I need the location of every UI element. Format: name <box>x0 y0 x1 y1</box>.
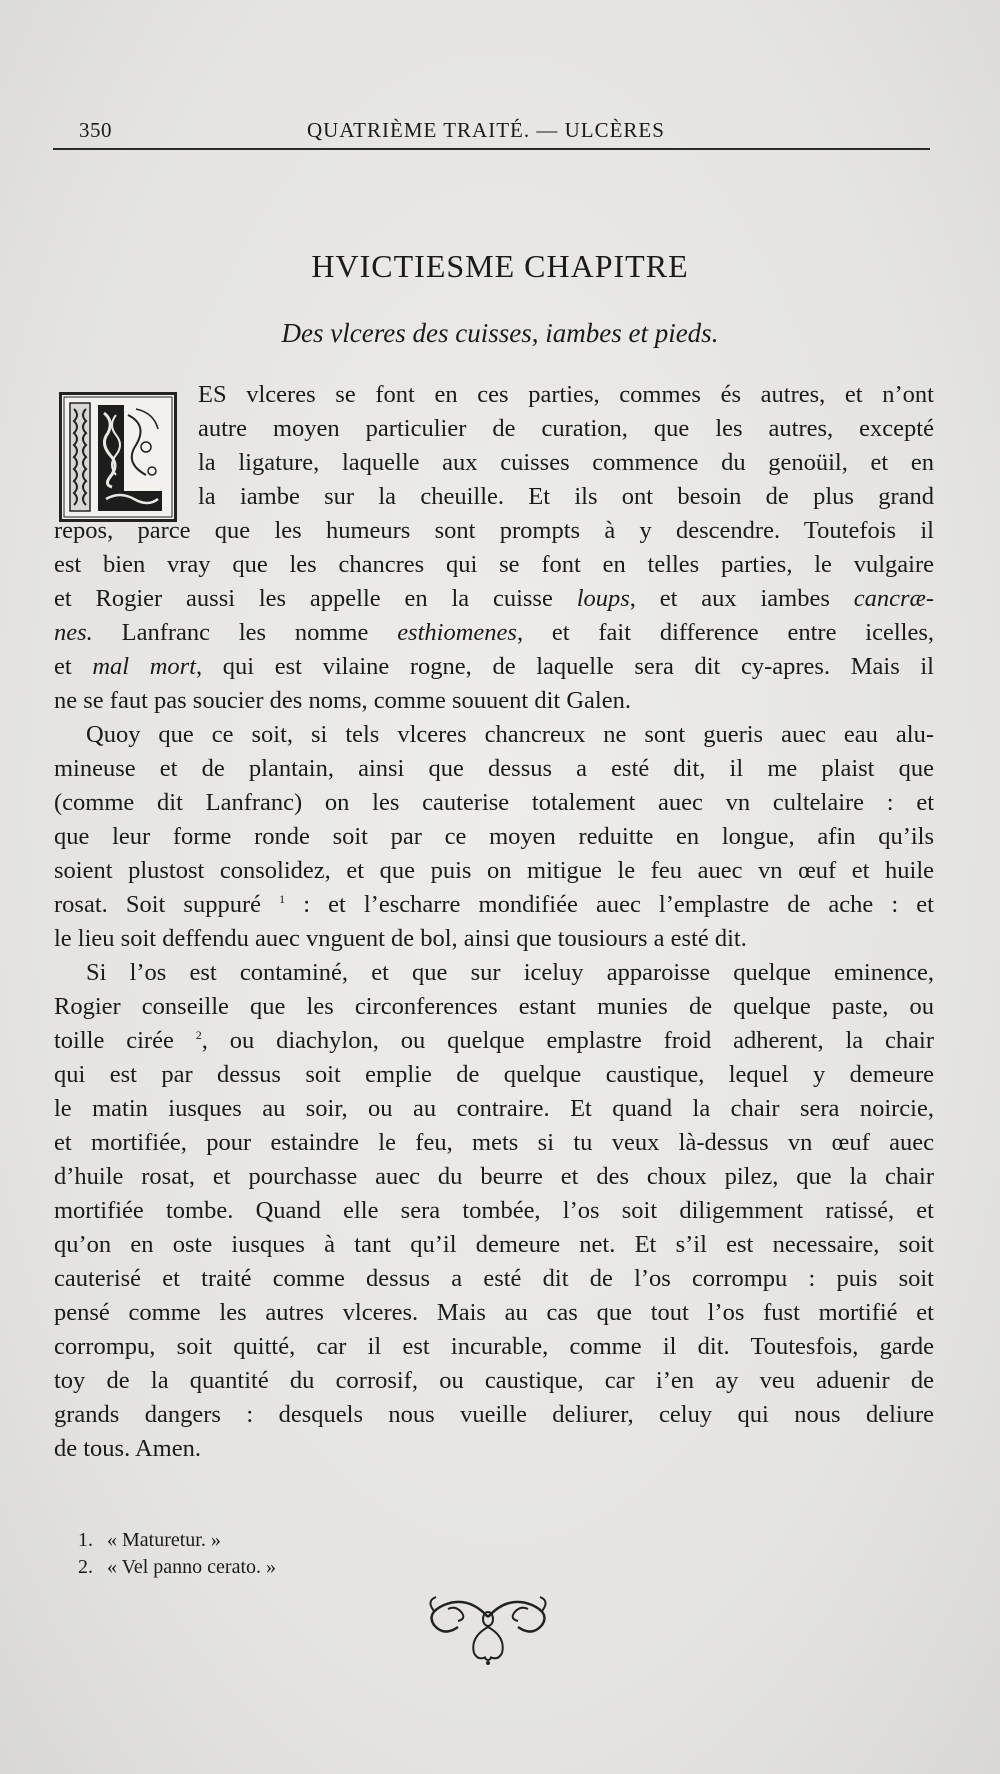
text-line: la ligature, laquelle aux cuisses commence du genoüil, et en <box>198 449 934 476</box>
text-line: de tous. Amen. <box>54 1435 201 1462</box>
text-line: pensé comme les autres vlceres. Mais au cas que tout l’os fust mortifié et <box>54 1299 934 1326</box>
text-line: cauterisé et traité comme dessus a esté dit de l’os corrompu : puis soit <box>54 1265 934 1292</box>
running-title: QUATRIÈME TRAITÉ. — ULCÈRES <box>307 118 665 142</box>
text-line: d’huile rosat, et pourchasse auec du beurre et des choux pilez, que la chair <box>54 1163 934 1190</box>
text-line: qu’on en oste iusques à tant qu’il demeure net. Et s’il est necessaire, soit <box>54 1231 934 1258</box>
chapter-subtitle: Des vlceres des cuisses, iambes et pieds. <box>281 318 719 348</box>
text-line: nes. Lanfranc les nomme esthiomenes, et fait difference entre icelles, <box>54 619 934 646</box>
text-line: et Rogier aussi les appelle en la cuisse loups, et aux iambes cancræ- <box>54 585 934 612</box>
text-line: qui est par dessus soit emplie de quelque caustique, lequel y demeure <box>54 1061 934 1088</box>
text-line: ES vlceres se font en ces parties, commes és autres, et n’ont <box>198 381 934 408</box>
drop-cap-ornament-icon <box>62 395 174 519</box>
footnote-text: « Maturetur. » <box>107 1529 221 1551</box>
footnote <box>78 1554 276 1581</box>
text-line: corrompu, soit quitté, car il est incurable, comme il dit. Toutesfois, garde <box>54 1333 934 1360</box>
text-line: le lieu soit deffendu auec vnguent de bol, ainsi que tousiours a esté dit. <box>54 925 747 952</box>
text-line: Quoy que ce soit, si tels vlceres chancreux ne sont gueris auec eau alu- <box>86 721 934 748</box>
footnote <box>78 1527 276 1554</box>
text-line: soient plustost consolidez, et que puis on mitigue le feu auec vn œuf et huile <box>54 857 934 884</box>
text-line: toy de la quantité du corrosif, ou caustique, car i’en ay veu aduenir de <box>54 1367 934 1394</box>
footnote-number: 1. <box>78 1529 93 1551</box>
text-line: (comme dit Lanfranc) on les cauterise totalement auec vn cultelaire : et <box>54 789 934 816</box>
chapter-title: HVICTIESME CHAPITRE <box>311 248 689 284</box>
fleuron-ornament-icon <box>418 1587 558 1667</box>
text-line: la iambe sur la cheuille. Et ils ont besoin de plus grand <box>198 483 934 510</box>
text-line: mortifiée tombe. Quand elle sera tombée, l’os soit diligemment ratissé, et <box>54 1197 934 1224</box>
text-line: autre moyen particulier de curation, que les autres, excepté <box>198 415 934 442</box>
text-line: ne se faut pas soucier des noms, comme souuent dit Galen. <box>54 687 631 714</box>
ornamental-drop-cap <box>59 392 177 522</box>
text-line: mineuse et de plantain, ainsi que dessus a esté dit, il me plaist que <box>54 755 934 782</box>
running-head <box>53 118 930 150</box>
text-line: rosat. Soit suppuré $^1$ : et l’escharre mondifiée auec l’emplastre de ache : et <box>54 891 934 918</box>
text-line: est bien vray que les chancres qui se font en telles parties, le vulgaire <box>54 551 934 578</box>
text-line: repos, parce que les humeurs sont prompts à y descendre. Toutefois il <box>54 517 934 544</box>
text-line: le matin iusques au soir, ou au contraire. Et quand la chair sera noircie, <box>54 1095 934 1122</box>
text-line: toille cirée $^2$, ou diachylon, ou quelque emplastre froid adherent, la chair <box>54 1027 934 1054</box>
footnote-number: 2. <box>78 1556 93 1578</box>
footnote-text: « Vel panno cerato. » <box>107 1556 277 1578</box>
text-line: grands dangers : desquels nous vueille deliurer, celuy qui nous deliure <box>54 1401 934 1428</box>
text-line: Si l’os est contaminé, et que sur iceluy apparoisse quelque eminence, <box>86 959 934 986</box>
text-line: que leur forme ronde soit par ce moyen reduitte en longue, afin qu’ils <box>54 823 934 850</box>
page-number: 350 <box>79 118 112 142</box>
text-line: Rogier conseille que les circonferences estant munies de quelque paste, ou <box>54 993 934 1020</box>
text-line: et mortifiée, pour estaindre le feu, mets si tu veux là-dessus vn œuf auec <box>54 1129 934 1156</box>
text-line: et mal mort, qui est vilaine rogne, de laquelle sera dit cy-apres. Mais il <box>54 653 934 680</box>
footnotes <box>78 1527 276 1581</box>
